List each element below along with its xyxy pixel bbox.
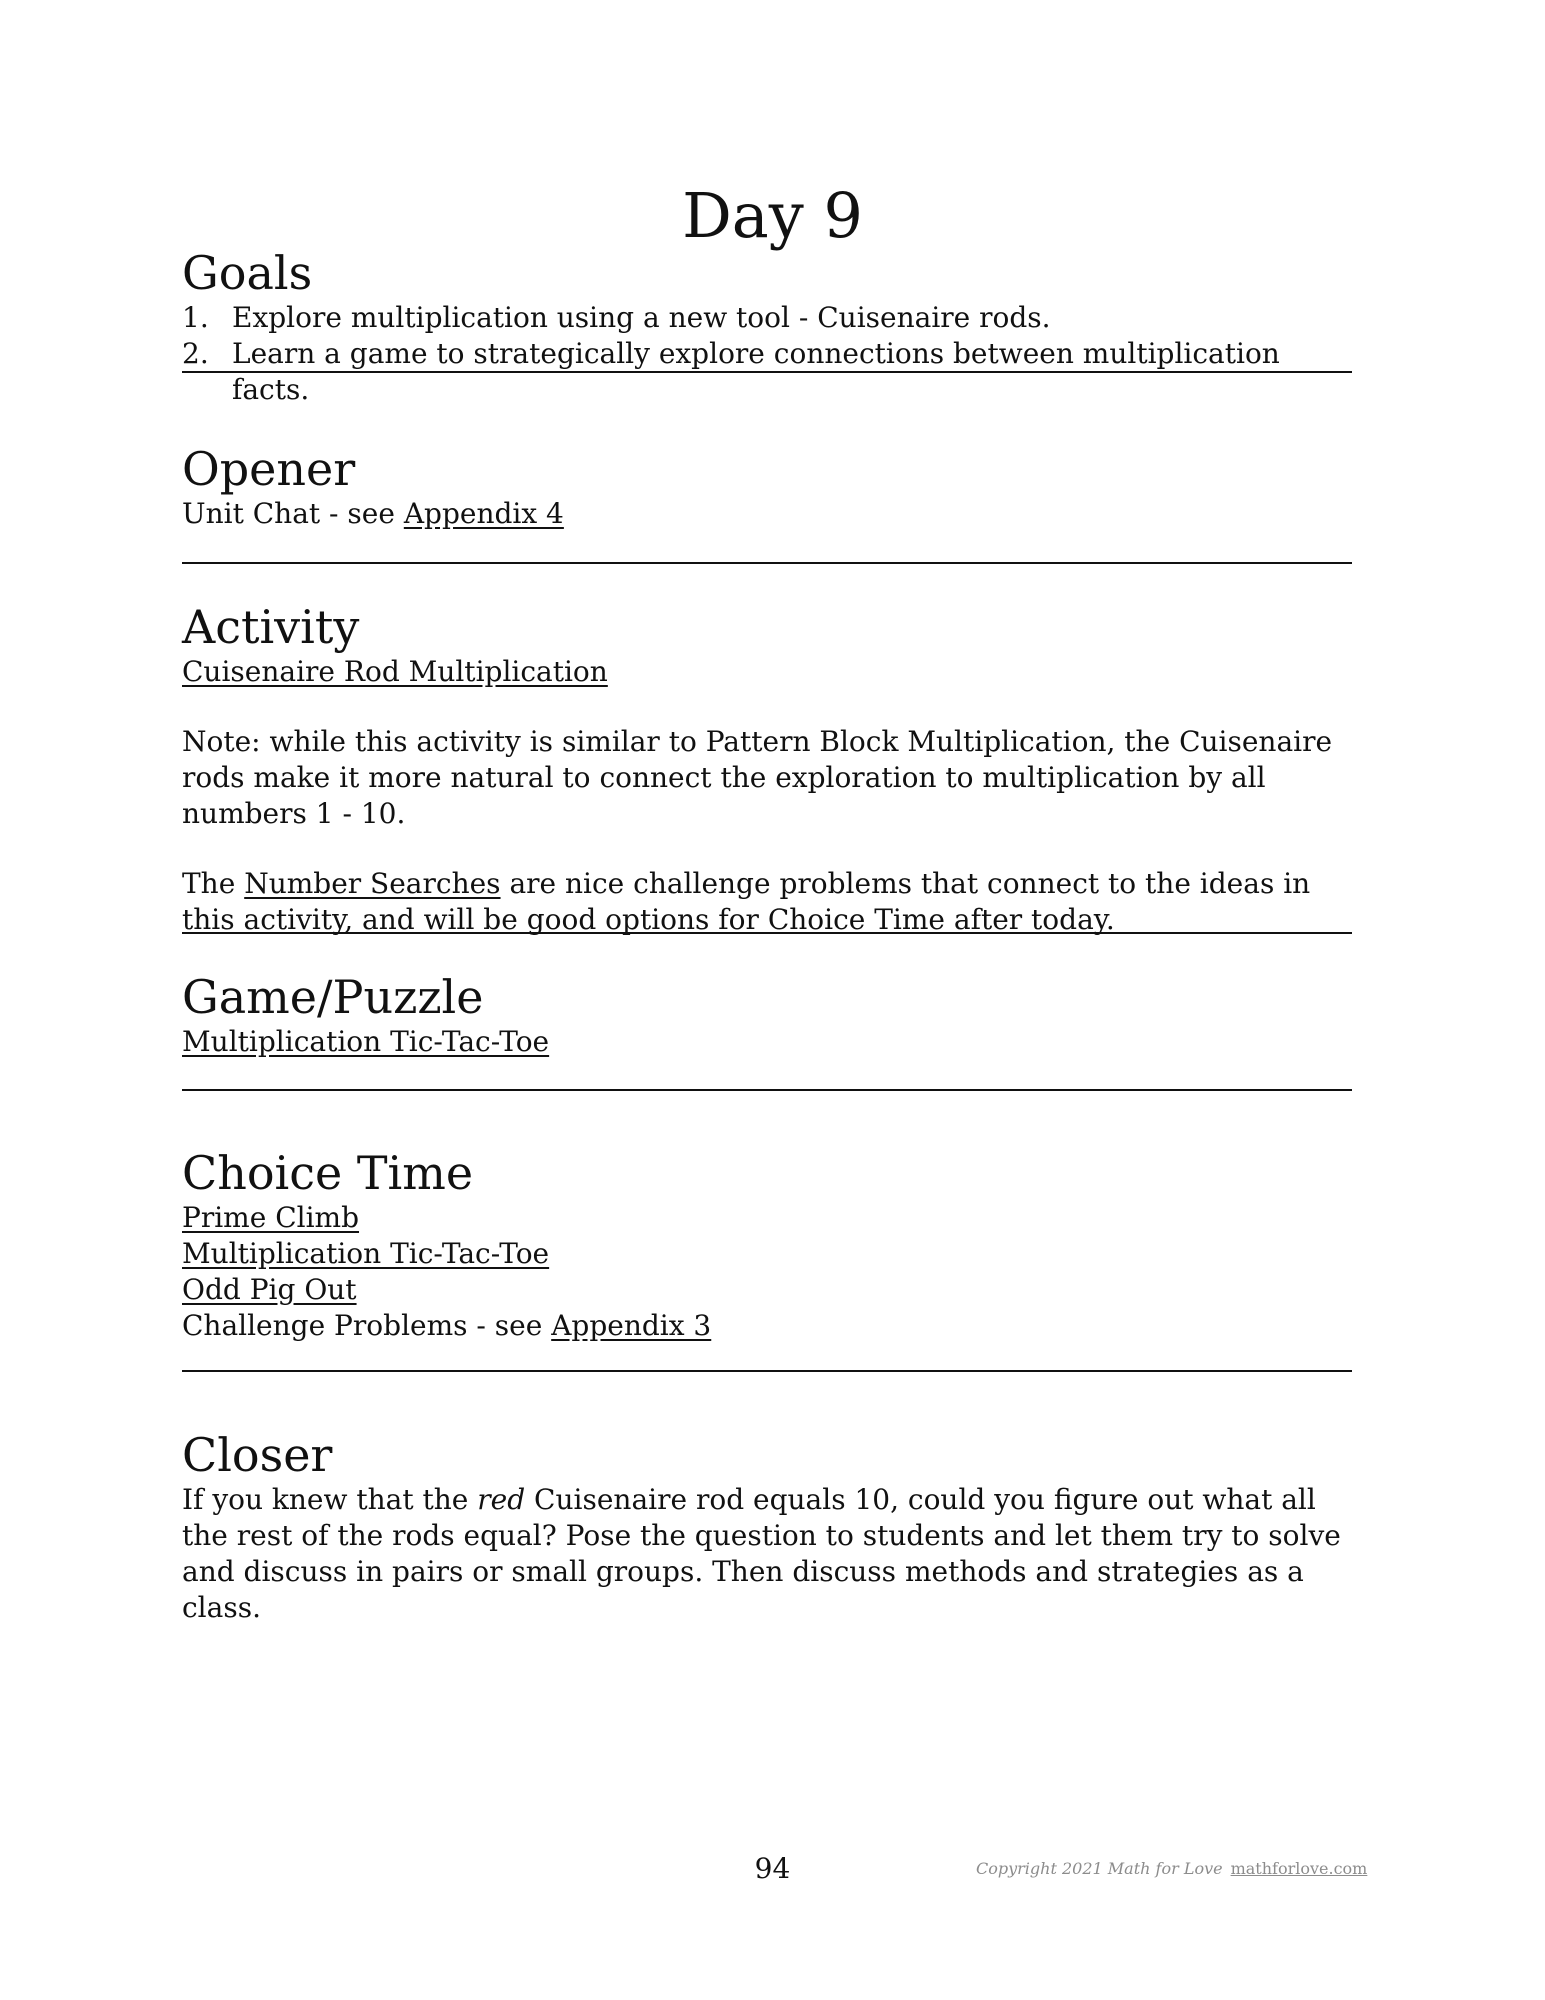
- prime-climb-link[interactable]: Prime Climb: [182, 1201, 360, 1234]
- goal-text: Learn a game to strategically explore connections between multiplication facts.: [232, 337, 1280, 406]
- challenge-problems-line: [182, 1308, 1352, 1344]
- game-heading: Game/Puzzle: [182, 970, 484, 1024]
- game-section: [182, 970, 1352, 1060]
- activity-para-prefix: The: [182, 867, 245, 900]
- closer-text: [182, 1482, 1352, 1626]
- goal-item: [182, 300, 1352, 336]
- spacer: [182, 832, 1352, 866]
- cuisenaire-rod-multiplication-link[interactable]: Cuisenaire Rod Multiplication: [182, 655, 608, 688]
- activity-para-suffix: are nice challenge problems that connect to the ideas in this activity, and will be good options for Choice Time after today.: [182, 867, 1311, 936]
- multiplication-tic-tac-toe-link[interactable]: Multiplication Tic-Tac-Toe: [182, 1025, 550, 1058]
- page-number: 94: [754, 1852, 791, 1885]
- copyright-notice: [976, 1858, 1367, 1880]
- page-title: Day 9: [682, 179, 863, 252]
- opener-prefix: Unit Chat - see: [182, 497, 404, 530]
- number-searches-link[interactable]: Number Searches: [244, 867, 501, 900]
- goal-number: 1.: [182, 301, 209, 334]
- section-divider: [182, 371, 1352, 373]
- choice-link-line: [182, 1236, 1352, 1272]
- closer-prefix: If you knew that the: [182, 1483, 478, 1516]
- goals-list: [182, 300, 1352, 408]
- choice-link-line: [182, 1272, 1352, 1308]
- closer-emphasis: red: [477, 1483, 526, 1516]
- choice-link-line: [182, 1200, 1352, 1236]
- choice-time-section: [182, 1146, 1352, 1344]
- spacer: [182, 690, 1352, 724]
- section-divider: [182, 932, 1352, 934]
- activity-section: [182, 600, 1352, 938]
- activity-paragraph: [182, 866, 1352, 938]
- odd-pig-out-link[interactable]: Odd Pig Out: [182, 1273, 357, 1306]
- section-divider: [182, 1089, 1352, 1091]
- section-divider: [182, 1370, 1352, 1372]
- goal-text: Explore multiplication using a new tool - Cuisenaire rods.: [232, 301, 1051, 334]
- activity-link-line: [182, 654, 1352, 690]
- appendix-4-link[interactable]: Appendix 4: [403, 497, 564, 530]
- goals-section: [182, 246, 1352, 408]
- website-link[interactable]: mathforlove.com: [1230, 1859, 1368, 1878]
- goal-number: 2.: [182, 337, 209, 370]
- closer-heading: Closer: [182, 1428, 333, 1482]
- opener-heading: Opener: [182, 442, 356, 496]
- appendix-3-link[interactable]: Appendix 3: [551, 1309, 712, 1342]
- section-divider: [182, 562, 1352, 564]
- multiplication-tic-tac-toe-link[interactable]: Multiplication Tic-Tac-Toe: [182, 1237, 550, 1270]
- closer-suffix: Cuisenaire rod equals 10, could you figure out what all the rest of the rods equal? Pose the question to students and let them try to solve and discuss in pairs or small groups. Then discuss methods and strategies as a class.: [182, 1483, 1341, 1624]
- opener-section: [182, 442, 1352, 532]
- game-link-line: [182, 1024, 1352, 1060]
- choice-time-heading: Choice Time: [182, 1146, 474, 1200]
- goals-heading: Goals: [182, 246, 313, 300]
- opener-text: [182, 496, 1352, 532]
- challenge-prefix: Challenge Problems - see: [182, 1309, 552, 1342]
- activity-note: Note: while this activity is similar to Pattern Block Multiplication, the Cuisenaire rods make it more natural to connect the exploration to multiplication by all numbers 1 - 10.: [182, 725, 1333, 830]
- copyright-text: Copyright 2021 Math for Love: [976, 1859, 1223, 1878]
- activity-heading: Activity: [182, 600, 360, 654]
- closer-section: [182, 1428, 1352, 1626]
